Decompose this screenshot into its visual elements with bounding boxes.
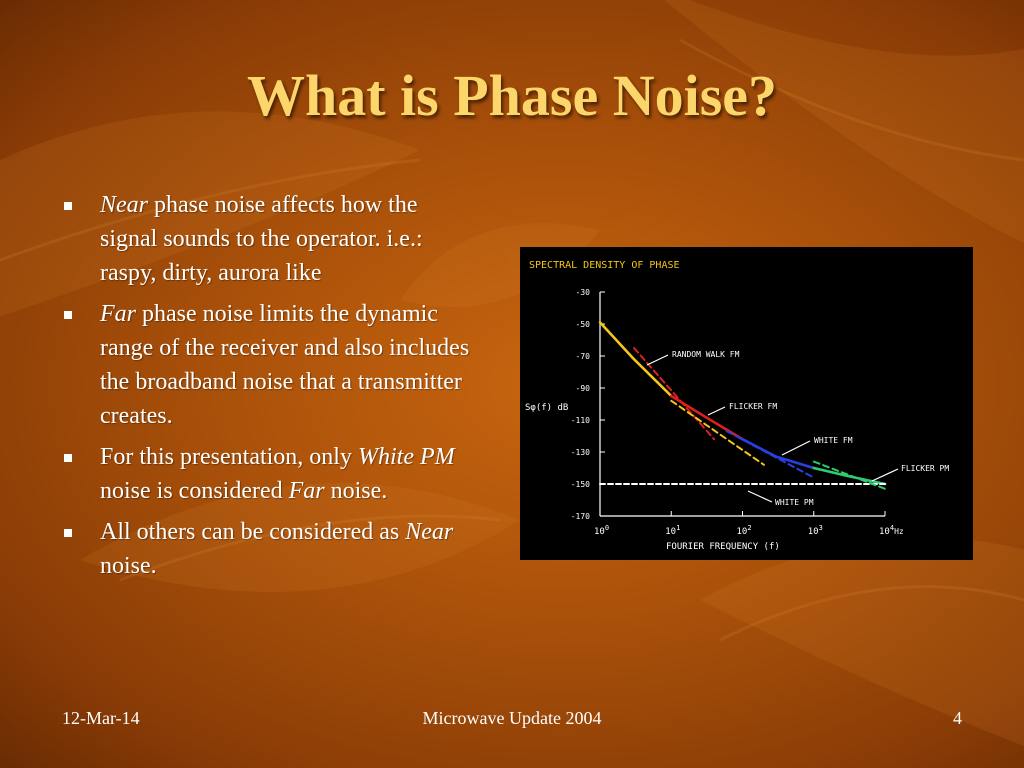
- annotation-flicker-pm: FLICKER PM: [901, 464, 950, 473]
- x-tick-label: $10^4Hz$: [879, 524, 904, 537]
- bullet-item: [60, 188, 480, 290]
- series-white-fm-asymptote: [727, 431, 814, 477]
- y-tick-label: -50: [575, 320, 590, 329]
- bullet-emphasis: White PM: [357, 444, 455, 470]
- annotation-flicker-fm: FLICKER FM: [729, 402, 778, 411]
- chart-svg: [520, 247, 973, 560]
- bullet-emphasis: Near: [100, 192, 148, 218]
- bullet-text: phase noise affects how the signal sounds to the operator. i.e.: raspy, dirty, aurora like: [100, 192, 423, 286]
- annotation-random-walk-fm: RANDOM WALK FM: [672, 350, 740, 359]
- slide-title: What is Phase Noise?: [246, 63, 778, 128]
- y-tick-label: -130: [570, 448, 590, 457]
- bullet-text: noise is considered: [100, 478, 289, 504]
- bullet-marker: [64, 529, 72, 537]
- bullet-marker: [64, 202, 72, 210]
- chart-title: SPECTRAL DENSITY OF PHASE: [529, 260, 680, 271]
- series-white-fm: [743, 439, 814, 468]
- bullet-emphasis: Near: [405, 519, 454, 545]
- y-tick-label: -150: [570, 480, 590, 489]
- series-random-walk-fm: [600, 322, 671, 396]
- x-tick-label: $10^0$: [594, 524, 610, 537]
- bullet-marker: [64, 454, 72, 462]
- annotation-white-fm: WHITE FM: [814, 436, 853, 445]
- x-axis-label: FOURIER FREQUENCY (f): [666, 542, 780, 552]
- y-tick-label: -110: [570, 416, 590, 425]
- y-axis-label: Sφ(f) dB: [525, 403, 569, 413]
- footer-date: 12-Mar-14: [62, 708, 140, 728]
- chart-axes: [571, 288, 904, 537]
- footer-title: Microwave Update 2004: [422, 708, 602, 728]
- annotation-arrow-white-pm: [748, 491, 772, 502]
- annotation-arrow-random-walk-fm: [647, 355, 668, 365]
- x-tick-label: $10^3$: [807, 524, 823, 537]
- y-tick-label: -30: [575, 288, 590, 297]
- phase-noise-chart: [520, 247, 973, 560]
- y-tick-label: -70: [575, 352, 590, 361]
- bullet-item: [60, 297, 480, 433]
- series-random-walk-fm-asymptote: [634, 348, 714, 439]
- x-tick-label: $10^1$: [665, 524, 681, 537]
- bullet-text: noise.: [100, 553, 157, 579]
- bullet-emphasis: Far: [100, 301, 136, 327]
- bullet-marker: [64, 311, 72, 319]
- slide-number: 4: [953, 708, 962, 728]
- bullet-text: For this presentation, only: [100, 444, 358, 470]
- bullet-list: [60, 188, 480, 590]
- bullet-item: [60, 440, 480, 508]
- series-flicker-pm: [814, 468, 885, 484]
- annotation-white-pm: WHITE PM: [775, 498, 814, 507]
- y-tick-label: -170: [570, 512, 590, 521]
- bullet-text: noise.: [324, 478, 388, 504]
- bullet-text: All others can be considered as: [100, 519, 406, 545]
- x-tick-label: $10^2$: [736, 524, 752, 537]
- annotation-arrow-flicker-pm: [872, 469, 898, 481]
- bullet-item: [60, 515, 480, 583]
- y-tick-label: -90: [575, 384, 590, 393]
- bullet-text: phase noise limits the dynamic range of the receiver and also includes the broadband noise that a transmitter creates.: [100, 301, 470, 429]
- bullet-emphasis: Far: [288, 478, 325, 504]
- annotation-arrow-white-fm: [782, 441, 810, 455]
- annotation-arrow-flicker-fm: [708, 407, 725, 415]
